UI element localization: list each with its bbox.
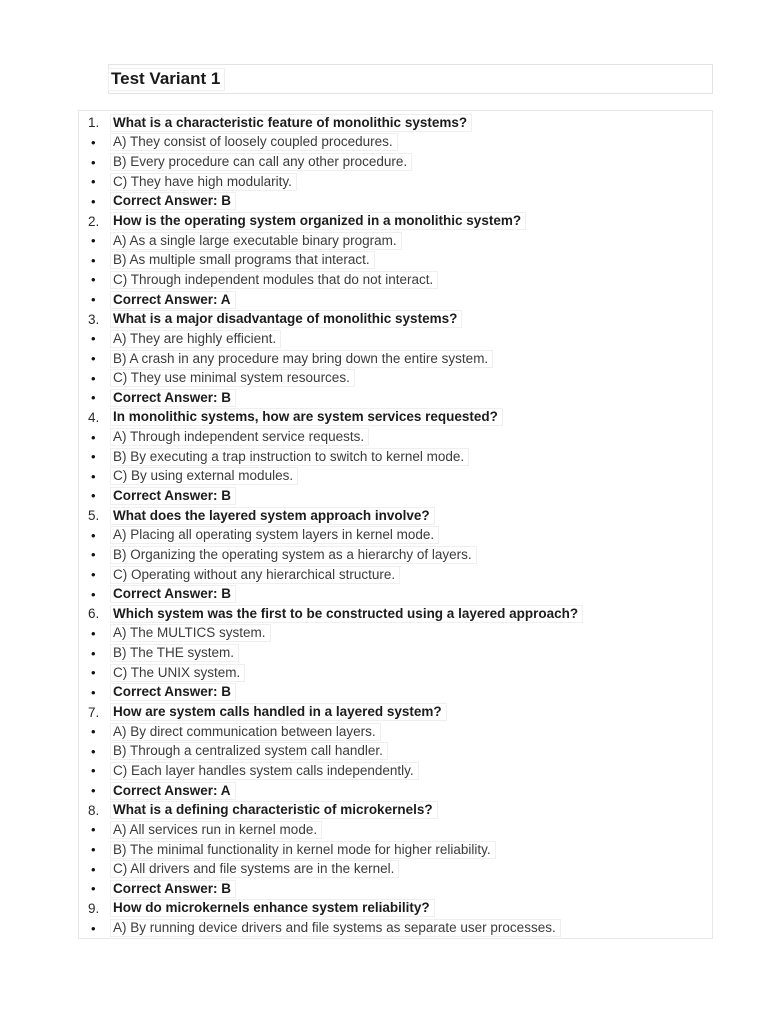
option-text: B) The minimal functionality in kernel mode for higher reliability.	[111, 842, 495, 858]
answer-line	[79, 781, 712, 801]
bullet-icon: •	[91, 645, 96, 661]
option-text: C) Operating without any hierarchical structure.	[111, 567, 399, 583]
option-text: A) By running device drivers and file systems as separate user processes.	[111, 920, 560, 936]
bullet-icon: •	[91, 743, 96, 759]
option-text: B) Organizing the operating system as a hierarchy of layers.	[111, 547, 476, 563]
answer-line	[79, 290, 712, 310]
option-line	[79, 525, 712, 545]
option-line	[79, 368, 712, 388]
bullet-icon: •	[91, 370, 96, 386]
option-text: B) The THE system.	[111, 645, 238, 661]
bullet-icon: •	[91, 665, 96, 681]
question-line	[79, 211, 712, 231]
option-line	[79, 447, 712, 467]
question-text: What is a characteristic feature of monolithic systems?	[111, 115, 471, 131]
question-line	[79, 506, 712, 526]
option-line	[79, 250, 712, 270]
option-line	[79, 840, 712, 860]
option-text: A) They are highly efficient.	[111, 331, 280, 347]
bullet-icon: •	[91, 449, 96, 465]
question-number: 7.	[88, 704, 100, 720]
answer-line	[79, 486, 712, 506]
question-line	[79, 702, 712, 722]
option-text: C) They have high modularity.	[111, 174, 296, 190]
answer-text: Correct Answer: B	[111, 193, 235, 209]
bullet-icon: •	[91, 783, 96, 799]
question-number: 2.	[88, 213, 100, 229]
option-text: B) Through a centralized system call handler.	[111, 743, 387, 759]
question-number: 5.	[88, 508, 100, 524]
option-line	[79, 270, 712, 290]
option-line	[79, 152, 712, 172]
option-text: A) The MULTICS system.	[111, 625, 270, 641]
option-text: C) Through independent modules that do not interact.	[111, 272, 437, 288]
answer-text: Correct Answer: B	[111, 390, 235, 406]
option-line	[79, 624, 712, 644]
option-text: C) By using external modules.	[111, 468, 297, 484]
bullet-icon: •	[91, 429, 96, 445]
answer-text: Correct Answer: B	[111, 881, 235, 897]
question-text: How is the operating system organized in a monolithic system?	[111, 213, 525, 229]
option-line	[79, 859, 712, 879]
bullet-icon: •	[91, 881, 96, 897]
bullet-icon: •	[91, 351, 96, 366]
option-line	[79, 643, 712, 663]
question-number: 8.	[88, 802, 100, 818]
question-text: Which system was the first to be constructed using a layered approach?	[111, 606, 582, 622]
bullet-icon: •	[91, 134, 96, 150]
option-line	[79, 663, 712, 683]
bullet-icon: •	[91, 920, 96, 936]
option-line	[79, 172, 712, 192]
bullet-icon: •	[91, 390, 96, 406]
bullet-icon: •	[91, 822, 96, 838]
answer-line	[79, 192, 712, 212]
bullet-icon: •	[91, 625, 96, 641]
question-line	[79, 604, 712, 624]
page-title: Test Variant 1	[109, 69, 224, 90]
question-text: What does the layered system approach involve?	[111, 508, 434, 524]
bullet-icon: •	[91, 193, 96, 209]
question-number: 6.	[88, 606, 100, 622]
bullet-icon: •	[91, 331, 96, 347]
option-text: B) By executing a trap instruction to switch to kernel mode.	[111, 449, 468, 465]
option-line	[79, 820, 712, 840]
bullet-icon: •	[91, 292, 96, 308]
option-line	[79, 427, 712, 447]
option-line	[79, 761, 712, 781]
title-box	[108, 64, 713, 94]
question-text: What is a major disadvantage of monolithic systems?	[111, 311, 461, 327]
option-text: A) As a single large executable binary program.	[111, 233, 401, 249]
bullet-icon: •	[91, 174, 96, 190]
bullet-icon: •	[91, 842, 96, 858]
question-line	[79, 113, 712, 133]
option-text: A) By direct communication between layers.	[111, 724, 380, 740]
option-text: A) Through independent service requests.	[111, 429, 368, 445]
answer-line	[79, 683, 712, 703]
question-number: 1.	[88, 115, 100, 131]
bullet-icon: •	[91, 724, 96, 740]
bullet-icon: •	[91, 586, 96, 602]
bullet-icon: •	[91, 527, 96, 543]
option-text: B) A crash in any procedure may bring down the entire system.	[111, 351, 492, 367]
answer-line	[79, 388, 712, 408]
answer-text: Correct Answer: A	[111, 783, 235, 799]
bullet-icon: •	[91, 684, 96, 700]
question-text: What is a defining characteristic of microkernels?	[111, 802, 437, 818]
answer-text: Correct Answer: B	[111, 684, 235, 700]
question-line	[79, 800, 712, 820]
option-line	[79, 329, 712, 349]
bullet-icon: •	[91, 488, 96, 504]
bullet-icon: •	[91, 252, 96, 268]
option-line	[79, 349, 712, 369]
question-number: 4.	[88, 409, 100, 425]
option-text: C) Each layer handles system calls independently.	[111, 763, 418, 779]
option-text: B) As multiple small programs that interact.	[111, 252, 374, 268]
option-text: C) The UNIX system.	[111, 665, 244, 681]
bullet-icon: •	[91, 861, 96, 877]
option-line	[79, 231, 712, 251]
option-text: C) They use minimal system resources.	[111, 370, 354, 386]
bullet-icon: •	[91, 154, 96, 170]
option-text: A) They consist of loosely coupled procedures.	[111, 134, 397, 150]
option-line	[79, 742, 712, 762]
answer-text: Correct Answer: B	[111, 586, 235, 602]
bullet-icon: •	[91, 763, 96, 779]
question-text: How do microkernels enhance system reliability?	[111, 900, 434, 916]
option-text: A) All services run in kernel mode.	[111, 822, 321, 838]
bullet-icon: •	[91, 547, 96, 563]
question-text: How are system calls handled in a layered system?	[111, 704, 446, 720]
question-number: 9.	[88, 900, 100, 916]
question-text: In monolithic systems, how are system services requested?	[111, 409, 502, 425]
answer-text: Correct Answer: A	[111, 292, 235, 308]
question-line	[79, 408, 712, 428]
bullet-icon: •	[91, 233, 96, 249]
option-line	[79, 467, 712, 487]
answer-text: Correct Answer: B	[111, 488, 235, 504]
answer-line	[79, 879, 712, 899]
option-line	[79, 133, 712, 153]
answer-line	[79, 584, 712, 604]
question-line	[79, 309, 712, 329]
option-line	[79, 722, 712, 742]
option-line	[79, 918, 712, 938]
option-line	[79, 545, 712, 565]
bullet-icon: •	[91, 272, 96, 288]
questions-container	[78, 110, 713, 939]
question-number: 3.	[88, 311, 100, 327]
option-text: B) Every procedure can call any other procedure.	[111, 154, 411, 170]
option-line	[79, 565, 712, 585]
bullet-icon: •	[91, 567, 96, 583]
question-line	[79, 899, 712, 919]
bullet-icon: •	[91, 468, 96, 484]
option-text: C) All drivers and file systems are in the kernel.	[111, 861, 398, 877]
option-text: A) Placing all operating system layers in kernel mode.	[111, 527, 438, 543]
